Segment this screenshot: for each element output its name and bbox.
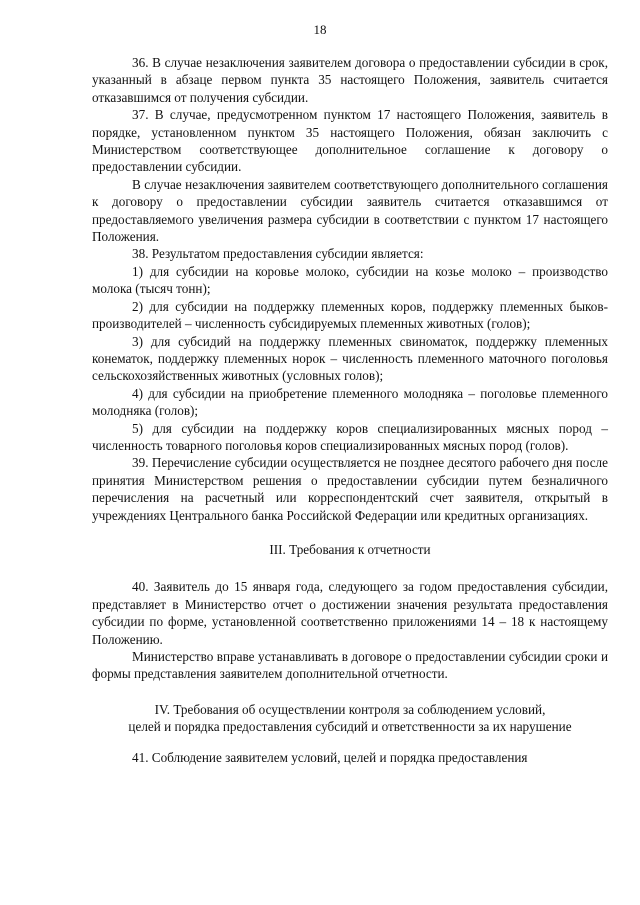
paragraph-40-continuation: Министерство вправе устанавливать в договоре о предоставлении субсидии сроки и формы представления заявителем дополнительной отчетности. [92,649,608,682]
section-heading-iv-line-1: IV. Требования об осуществлении контроля за соблюдением условий, [154,701,546,717]
paragraph-40: 40. Заявитель до 15 января года, следующего за годом предоставления субсидии, представляет в Министерство отчет о достижении значения результата предоставления субсидии по форме, установленной соответственно приложениями 14 – 18 к настоящему Положению. [92,579,608,647]
section-heading-iv-line-2: целей и порядка предоставления субсидий и ответственности за их нарушение [128,719,572,735]
paragraph-38-item-1: 1) для субсидии на коровье молоко, субсидии на козье молоко – производство молока (тысяч тонн); [92,263,608,297]
paragraph-38: 38. Результатом предоставления субсидии является: [132,246,424,262]
section-heading-iii: III. Требования к отчетности [269,541,431,557]
page-number: 18 [313,22,327,37]
paragraph-37: 37. В случае, предусмотренном пунктом 17 настоящего Положения, заявитель в порядке, установленном пунктом 35 настоящего Положения, обязан заключить с Министерством соответствующее дополнительное соглашение к договору о предоставлении субсидии. [92,107,608,175]
paragraph-38-item-5: 5) для субсидии на поддержку коров специализированных мясных пород – численность товарного поголовья коров специализированных мясных пород (голов). [92,420,608,453]
paragraph-41: 41. Соблюдение заявителем условий, целей и порядка предоставления [132,749,528,765]
document-body [92,54,608,766]
paragraph-37-continuation: В случае незаключения заявителем соответствующего дополнительного соглашения к договору о предоставлении субсидии заявитель считается отказавшимся от предоставляемого увеличения размера субсидии в соответствии с пунктом 17 настоящего Положения. [92,176,608,245]
paragraph-38-item-2: 2) для субсидии на поддержку племенных коров, поддержку племенных быков-производителей – численность субсидируемых племенных животных (голов); [92,298,608,332]
section-heading-iv [92,701,608,736]
paragraph-36: 36. В случае незаключения заявителем договора о предоставлении субсидии в срок, указанный в абзаце первом пункта 35 настоящего Положения, заявитель считается отказавшимся от получения субсидии. [92,55,608,105]
paragraph-39: 39. Перечисление субсидии осуществляется не позднее десятого рабочего дня после принятия Министерством решения о предоставлении субсидии путем безналичного перечисления на расчетный или корреспондентский счет заявителя, открытый в учреждениях Центрального банка Российской Федерации или кредитных организациях. [92,455,608,523]
paragraph-38-item-3: 3) для субсидий на поддержку племенных свиноматок, поддержку племенных конематок, поддержку племенных норок – численность племенного маточного поголовья сельскохозяйственных животных (условных голов); [92,333,608,384]
paragraph-38-item-4: 4) для субсидии на приобретение племенного молодняка – поголовье племенного молодняка (голов); [92,385,608,419]
